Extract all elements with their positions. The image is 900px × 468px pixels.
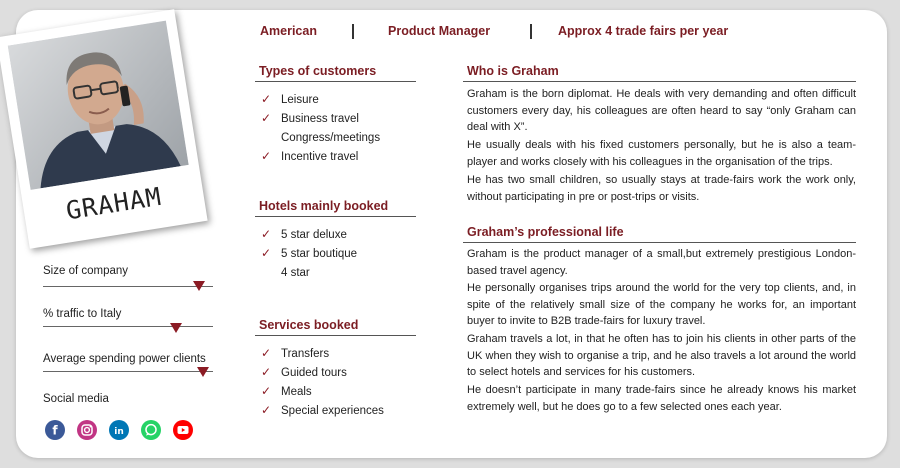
- topbar-divider: [530, 24, 532, 39]
- list-item: 4 star: [281, 267, 310, 279]
- check-icon: ✓: [261, 384, 272, 398]
- professional-paragraph: Graham travels a lot, in that he often has to join his clients in other parts of the UK when they wish to organise a trip, and he also travels a lot around the world to select hotels and services for his customers.: [467, 333, 856, 378]
- check-icon: ✓: [261, 227, 272, 241]
- profile-name: GRAHAM: [63, 181, 164, 226]
- list-item: ✓ 5 star deluxe: [259, 226, 357, 245]
- role-label: Product Manager: [388, 24, 491, 38]
- check-icon: ✓: [261, 92, 272, 106]
- trade-fairs-label: Approx 4 trade fairs per year: [558, 24, 729, 38]
- nationality-label: American: [260, 24, 317, 38]
- professional-paragraph: Graham is the product manager of a small,but extremely prestigious London-based travel agency.: [467, 248, 856, 277]
- list-item: ✓ Transfers: [259, 345, 384, 364]
- hotels-divider: [255, 216, 416, 217]
- professional-title: Graham’s professional life: [467, 225, 624, 239]
- check-icon: ✓: [261, 246, 272, 260]
- list-item: ✓ Leisure: [259, 91, 380, 110]
- linkedin-icon[interactable]: [109, 420, 129, 440]
- slider-track-italy: [43, 326, 213, 327]
- list-item: ✓ Special experiences: [259, 402, 384, 421]
- hotels-list: [259, 226, 357, 283]
- list-item: ✓ Meals: [259, 383, 384, 402]
- facebook-icon[interactable]: [45, 420, 65, 440]
- customers-divider: [255, 81, 416, 82]
- check-icon: ✓: [261, 149, 272, 163]
- list-item: ✓ Incentive travel: [259, 148, 380, 167]
- whatsapp-icon[interactable]: [141, 420, 161, 440]
- slider-label-size: Size of company: [43, 265, 129, 277]
- professional-paragraph: He doesn’t participate in many trade-fairs since he already knows his market extremely well, but he does go to a few selected ones each year.: [467, 384, 856, 413]
- youtube-icon[interactable]: [173, 420, 193, 440]
- check-icon: ✓: [261, 111, 272, 125]
- svg-text:f: f: [52, 423, 58, 438]
- who-title: Who is Graham: [467, 64, 559, 78]
- slider-label-spending: Average spending power clients: [43, 353, 206, 365]
- services-list: [259, 345, 384, 421]
- list-item: ✓ 5 star boutique: [259, 245, 357, 264]
- hotels-title: Hotels mainly booked: [259, 199, 389, 213]
- svg-text:in: in: [114, 427, 124, 437]
- check-icon: ✓: [261, 346, 272, 360]
- social-media-label: Social media: [43, 393, 109, 405]
- list-item: Congress/meetings: [281, 132, 381, 144]
- professional-divider: [463, 242, 856, 243]
- customers-title: Types of customers: [259, 64, 377, 78]
- who-paragraph: Graham is the born diplomat. He deals with very demanding and often difficult customers every day, his colleagues are often heard to say “only Graham can deal with X”.: [467, 88, 856, 133]
- who-divider: [463, 81, 856, 82]
- check-icon: ✓: [261, 403, 272, 417]
- instagram-icon[interactable]: [77, 420, 97, 440]
- list-item: ✓ Business travel: [259, 110, 380, 129]
- profile-photo: [8, 21, 189, 190]
- services-title: Services booked: [259, 318, 359, 332]
- check-icon: ✓: [261, 365, 272, 379]
- slider-track-size: [43, 286, 213, 287]
- slider-marker-italy: [170, 323, 182, 333]
- who-paragraph: He has two small children, so usually stays at trade-fairs work the work only, without participating in pre or post-trips or visits.: [467, 174, 856, 203]
- slider-track-spending: [43, 371, 213, 372]
- list-item: ✓ Guided tours: [259, 364, 384, 383]
- profile-polaroid: [0, 9, 208, 249]
- customers-list: [259, 91, 380, 167]
- who-paragraph: He usually deals with his fixed customers personally, but he is also a team-player and works closely with his colleagues in the organisation of the trips.: [467, 139, 856, 168]
- services-divider: [255, 335, 416, 336]
- slider-marker-size: [193, 281, 205, 291]
- professional-paragraph: He personally organises trips around the world for the very top clients, and, in spite of the relatively small size of the company he works for, an important buyer to invite to B2B trade-fairs for luxury travel.: [467, 282, 856, 327]
- topbar-divider: [352, 24, 354, 39]
- slider-marker-spending: [197, 367, 209, 377]
- slider-label-italy: % traffic to Italy: [43, 308, 122, 320]
